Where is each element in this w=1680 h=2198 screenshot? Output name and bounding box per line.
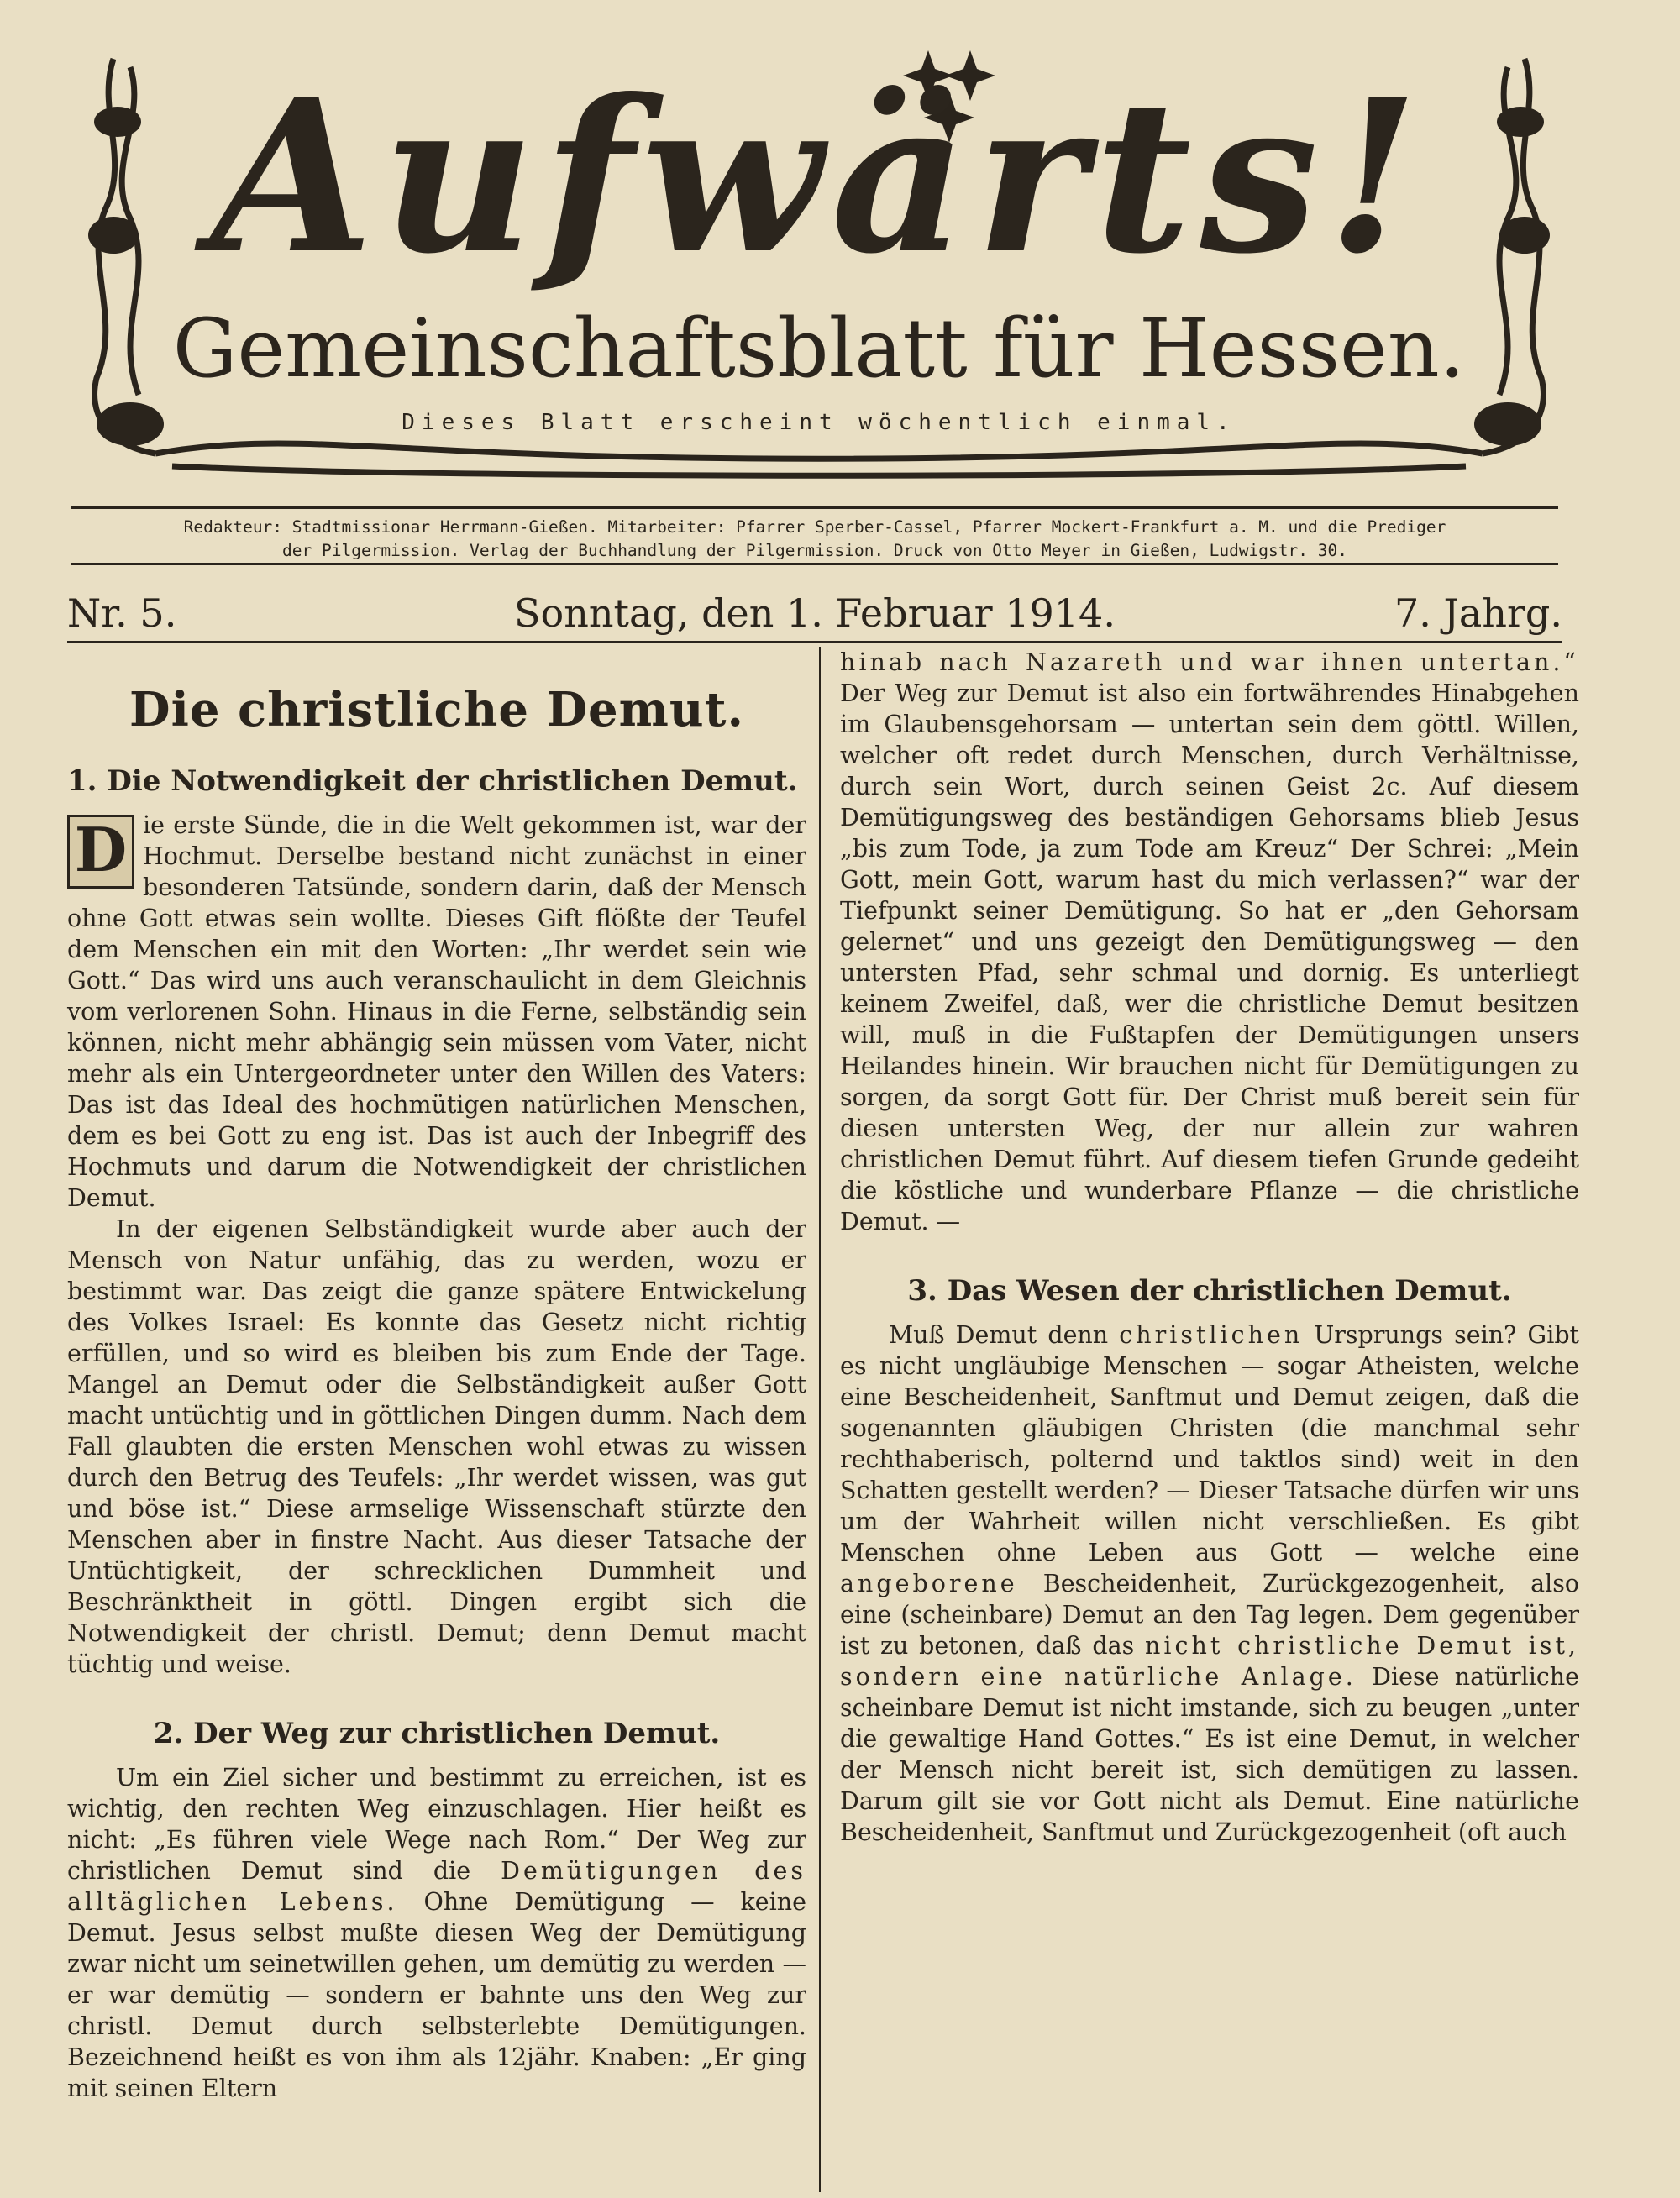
section-2-heading: 2. Der Weg zur christlichen Demut. xyxy=(153,1717,721,1750)
section-1-paragraph-2: In der eigenen Selbständigkeit wurde aber auch der Mensch von Natur unfähig, das zu werden, wozu er bestimmt war. Das zeigt die ganze spätere Entwickelung des Volkes Israel: Es konnte das Gesetz nicht richtig erfüllen, und so wird es bleiben bis zum Ende der Tage. Mangel an Demut oder die Selbständigkeit außer Gott macht untüchtig und in göttlichen Dingen dumm. Nach dem Fall glaubten die ersten Menschen wohl etwas zu wissen durch den Betrug des Teufels: „Ihr werdet wissen, was gut und böse ist.“ Diese armselige Wissenschaft stürzte den Menschen aber in finstre Nacht. Aus dieser Tatsache der Untüchtigkeit, der schrecklichen Dummheit und Beschränktheit in göttl. Dingen ergibt sich die Notwendigkeit der christl. Demut; denn Demut macht tüchtig und weise. xyxy=(67,1215,806,1678)
masthead xyxy=(80,42,1558,479)
section-3-paragraph-1: Muß Demut denn christlichen Ursprungs sein? Gibt es nicht ungläubige Menschen — sogar Atheisten, welche eine Bescheidenheit, Sanftmut und Demut zeigen, daß die sogenannten gläubigen Christen (die manchmal sehr rechthaberisch, polternd und taktlos sind) weit in den Schatten gestellt werden? — Dieser Tatsache dürfen wir uns um der Wahrheit willen nicht verschließen. Es gibt Menschen ohne Leben aus Gott — welche eine angeborene Bescheidenheit, Zurückgezogenheit, also eine (scheinbare) Demut an den Tag legen. Dem gegenüber ist zu betonen, daß das nicht christliche Demut ist, sondern eine natürliche Anlage. Diese natürliche scheinbare Demut ist nicht imstande, sich zu beugen „unter die gewaltige Hand Gottes.“ Es ist eine Demut, in welcher der Mensch nicht bereit ist, sich demütigen zu lassen. Darum gilt sie vor Gott nicht als Demut. Eine natürliche Bescheidenheit, Sanftmut und Zurückgezogenheit (oft auch xyxy=(840,1321,1580,1846)
issue-number: Nr. 5. xyxy=(67,590,177,636)
issue-rule xyxy=(67,641,1562,643)
credits-line-1: Redakteur: Stadtmissionar Herrmann-Gießen. Mitarbeiter: Pfarrer Sperber-Cassel, Pfarrer Mockert-Frankfurt a. M. und die Prediger xyxy=(183,517,1446,537)
issue-date: Sonntag, den 1. Februar 1914. xyxy=(514,590,1116,636)
right-column xyxy=(840,647,1579,1848)
article-title: Die christliche Demut. xyxy=(129,682,744,737)
section-1-heading: 1. Die Notwendigkeit der christlichen Demut. xyxy=(67,764,798,798)
publication-frequency: Dieses Blatt erscheint wöchentlich einmal. xyxy=(402,410,1236,435)
column-divider xyxy=(819,647,821,2192)
section-2-continuation: hinab nach Nazareth und war ihnen untertan.“ Der Weg zur Demut ist also ein fortwährendes Hinabgehen im Glaubensgehorsam — untertan sein dem göttl. Willen, welcher oft redet durch Menschen, durch Verhältnisse, durch sein Wort, durch seinen Geist 2c. Auf diesem Demütigungsweg des beständigen Gehorsams blieb Jesus „bis zum Tode, ja zum Tode am Kreuz“ Der Schrei: „Mein Gott, mein Gott, warum hast du mich verlassen?“ war der Tiefpunkt seiner Demütigung. So hat er „den Gehorsam gelernet“ und uns gezeigt den Demütigungsweg — den untersten Pfad, sehr schmal und dornig. Es unterliegt keinem Zweifel, daß, wer die christliche Demut besitzen will, muß in die Fußtapfen der Demütigungen unsers Heilandes hinein. Wir brauchen nicht für Demütigungen zu sorgen, da sorgt Gott für. Der Christ muß bereit sein für diesen untersten Weg, der nur allein zur wahren christlichen Demut führt. Auf diesem tiefen Grunde gedeiht die köstliche und wunderbare Pflanze — die christliche Demut. — xyxy=(840,648,1579,1235)
drop-cap: D xyxy=(67,815,134,889)
section-3-heading: 3. Das Wesen der christlichen Demut. xyxy=(907,1274,1512,1308)
issue-volume: 7. Jahrg. xyxy=(1394,590,1562,636)
editorial-credits xyxy=(71,506,1558,565)
newspaper-subtitle: Gemeinschaftsblatt für Hessen. xyxy=(172,302,1466,396)
issue-line xyxy=(67,584,1562,643)
section-2-paragraph-1: Um ein Ziel sicher und bestimmt zu erreichen, ist es wichtig, den rechten Weg einzuschlagen. Hier heißt es nicht: „Es führen viele Wege nach Rom.“ Der Weg zur christlichen Demut sind die Demütigungen des alltäglichen Lebens. Ohne Demütigung — keine Demut. Jesus selbst mußte diesen Weg der Demütigung zwar nicht um seinetwillen gehen, um demütig zu werden — er war demütig — sondern er bahnte uns den Weg zur christl. Demut durch selbsterlebte Demütigungen. Bezeichnend heißt es von ihm als 12jähr. Knaben: „Er ging mit seinen Eltern xyxy=(67,1764,806,2102)
left-column xyxy=(67,647,806,2104)
newspaper-title: Aufwärts! xyxy=(210,53,1428,300)
section-1-paragraph-1: D ie erste Sünde, die in die Welt gekommen ist, war der Hochmut. Derselbe bestand nicht zunächst in einer besonderen Tatsünde, sondern darin, daß der Mensch ohne Gott etwas sein wollte. Dieses Gift flößte der Teufel dem Menschen ein mit den Worten: „Ihr werdet sein wie Gott.“ Das wird uns auch veranschaulicht in dem Gleichnis vom verlorenen Sohn. Hinaus in die Ferne, selbständig sein können, nicht mehr abhängig sein müssen vom Vater, nicht mehr als ein Untergeordneter unter den Willen des Vaters: Das ist das Ideal des hochmütigen natürlichen Menschen, dem es bei Gott zu eng ist. Das ist auch der Inbegriff des Hochmuts und darum die Notwendigkeit der christlichen Demut. xyxy=(67,811,806,1212)
credits-line-2: der Pilgermission. Verlag der Buchhandlung der Pilgermission. Druck von Otto Meyer in Gießen, Ludwigstr. 30. xyxy=(282,541,1347,560)
